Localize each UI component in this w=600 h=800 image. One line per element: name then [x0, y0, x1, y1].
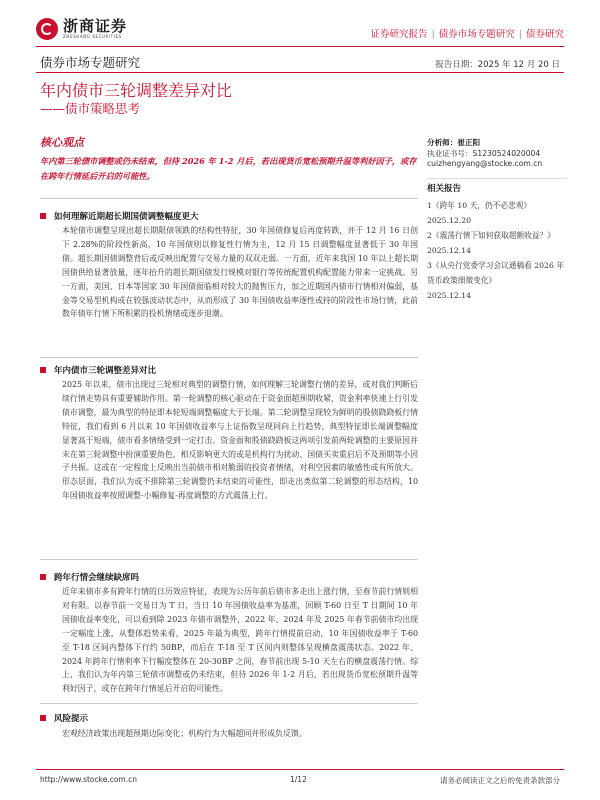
- core-summary: 年内第三轮债市调整或仍未结束，但待 2026 年 1-2 月后，若出现货币宽松预期升温等利好因子，或存在跨年行情延后开启的可能性。: [40, 156, 417, 181]
- footer-divider: [36, 769, 564, 770]
- sidebar-divider: [427, 178, 567, 179]
- logo-name: 浙商证券: [63, 17, 128, 35]
- header-divider: [36, 46, 564, 47]
- section-heading-text: 如何理解近期超长期国债调整幅度更大: [54, 212, 199, 222]
- logo-icon: [36, 18, 58, 40]
- logo-english: ZHESHANG SECURITIES: [63, 34, 122, 39]
- header-tag: 债券研究: [525, 29, 564, 40]
- page-subtitle: ——债市策略思考: [40, 101, 141, 116]
- related-date: 2025.12.20: [427, 216, 472, 225]
- analyst-email[interactable]: cuizhengyang@stocke.com.cn: [427, 159, 543, 168]
- bullet-square-icon: [40, 574, 46, 580]
- footer-url[interactable]: http://www.stocke.com.cn: [40, 775, 137, 784]
- core-heading: 核心观点: [40, 136, 84, 149]
- related-title[interactable]: 1《跨年 10 天，仍不必悲观》: [427, 201, 532, 210]
- related-item[interactable]: [427, 228, 567, 258]
- section-body: 宏观经济政策出现超预期边际变化；机构行为大幅超同并形成负反馈。: [62, 729, 307, 738]
- analyst-label: 分析师：: [427, 138, 458, 147]
- section-heading: [40, 712, 88, 724]
- analyst-block: [427, 138, 567, 170]
- section-body: 本轮债市调整呈现出超长期限债领跌的结构性特征，30 年国债修复后再度转跌，并于 12 月 16 日创下 2.28%的阶段性新高，10 年国债则以修复性行情为主，12 月 15 日调整幅度显著低于 30 年国债。超长期国债调整背后或反映出配置与交易力量的双双走弱。一方面，近年来我国 10 年以上超长期国债供给显著放量，逐年抬升的超长期国债发行规模对银行等传统配置机构配置能力带来一定挑战。另一方面，美国、日本等国家 30 年国债面临相对较大的抛售压力，加之近期国内债市行情相对偏弱，基金等交易型机构或在较强波动状态中，从而形成了 30 年国债收益率逐性或持的阶段性市场行情，此前数年债年行情下所积累的投机情绪或逐步退潮。: [62, 226, 418, 319]
- doc-category: 债券市场专题研究: [40, 55, 141, 70]
- related-title[interactable]: 3《从央行党委学习会议通稿看 2026 年货币政策细微变化》: [427, 261, 564, 285]
- analyst-cert: 执业证书号：S1230524020004: [427, 148, 541, 158]
- report-date: 报告日期：2025 年 12 月 20 日: [435, 60, 560, 70]
- bullet-square-icon: [40, 715, 46, 721]
- section-heading: [40, 364, 156, 376]
- related-date: 2025.12.14: [427, 246, 472, 255]
- section-body: 2025 年以来，债市出现过三轮相对典型的调整行情，如何理解三轮调整行情的差异，或对我们判断后续行情走势具有重要辅助作用。第一轮调整的核心驱动在于资金面超预期收紧，资金利率快速上行引发债市调整，最为典型的特征即本轮短端调整幅度大于长端。第二轮调整呈现较为鲜明的股债跷跷板行情特征，我们看到 6 月以来 10 年国债收益率与上证指数呈现同向上行趋势，典型特征即长端调整幅度显著高于短端，债市看多情绪受到一定打击。资金面和股债跷跷板这两项引发前两轮调整的主要原因并未在第三轮调整中扮演重要角色，相反影响更大的或是机构行为扰动、国债买卖重启后不及预期等小因子共振。这或在一定程度上反映出当前债市相对脆弱的投资者情绪，对利空因素的敏感性或有所放大。形态层面，我们认为或不排除第三轮调整仍未结束的可能性，即走出类似第二轮调整的形态结构，10 年国债收益率按照调整-小幅修复-再度调整的方式震荡上行。: [62, 380, 418, 501]
- bullet-square-icon: [40, 367, 46, 373]
- section-divider: [40, 703, 418, 704]
- related-list: [427, 198, 567, 303]
- related-item[interactable]: [427, 198, 567, 228]
- section-heading-text: 年内债市三轮调整差异对比: [54, 366, 157, 376]
- title-divider: [36, 72, 564, 73]
- section-divider: [40, 559, 418, 560]
- company-logo: [36, 14, 146, 44]
- analyst-name: 崔正阳: [457, 138, 481, 147]
- header-tag: 证券研究报告: [370, 29, 428, 40]
- section-divider: [40, 357, 418, 358]
- related-heading: 相关报告: [427, 184, 462, 194]
- header-tags: 证券研究报告 | 债券市场专题研究 | 债券研究: [370, 29, 564, 40]
- page-number: 1/12: [290, 775, 307, 784]
- section-heading-text: 风险提示: [54, 714, 89, 724]
- section-heading: [40, 571, 139, 583]
- bullet-square-icon: [40, 213, 46, 219]
- summary-divider: [40, 198, 418, 199]
- section-heading: [40, 210, 199, 222]
- page-title: 年内债市三轮调整差异对比: [40, 81, 233, 100]
- section-heading-text: 跨年行情会继续缺席吗: [54, 573, 140, 583]
- header-tag: 债券市场专题研究: [438, 29, 515, 40]
- footer-disclaimer: 请务必阅读正文之后的免责条款部分: [440, 776, 560, 785]
- section-body: 近年来债市多有跨年行情的日历效应特征，表现为公历年前后债市多走出上涨行情，至春节前行情则相对有限。以春节前一交易日为 T 日，当日 10 年国债收益率为基准，回顾 T-60 日至 T 日期间 10 年国债收益率变化，可以看到除 2023 年债市调整外，2022 年、2024 年及 2025 年春节前债市均出现一定幅度上涨，从整体趋势来看，2025 年最为典型，跨年行情提前启动，10 年国债收益率于 T-60 至 T-18 区间内整体下行约 50BP，而后在 T-18 至 T 区间内则整体呈现横盘震荡状态。2022 年、2024 年跨年行情利率下行幅度整体在 20-30BP 之间，春节前出现 5-10 天左右的横盘震荡行情。综上，我们认为年内第三轮债市调整或仍未结束，但待 2026 年 1-2 月后，若出现货币宽松预期升温等利好因子，或存在跨年行情延后开启的可能性。: [62, 587, 418, 694]
- related-title[interactable]: 2《震荡行情下如何获取超额收益？》: [427, 231, 555, 240]
- related-item[interactable]: [427, 258, 567, 303]
- related-date: 2025.12.14: [427, 291, 472, 300]
